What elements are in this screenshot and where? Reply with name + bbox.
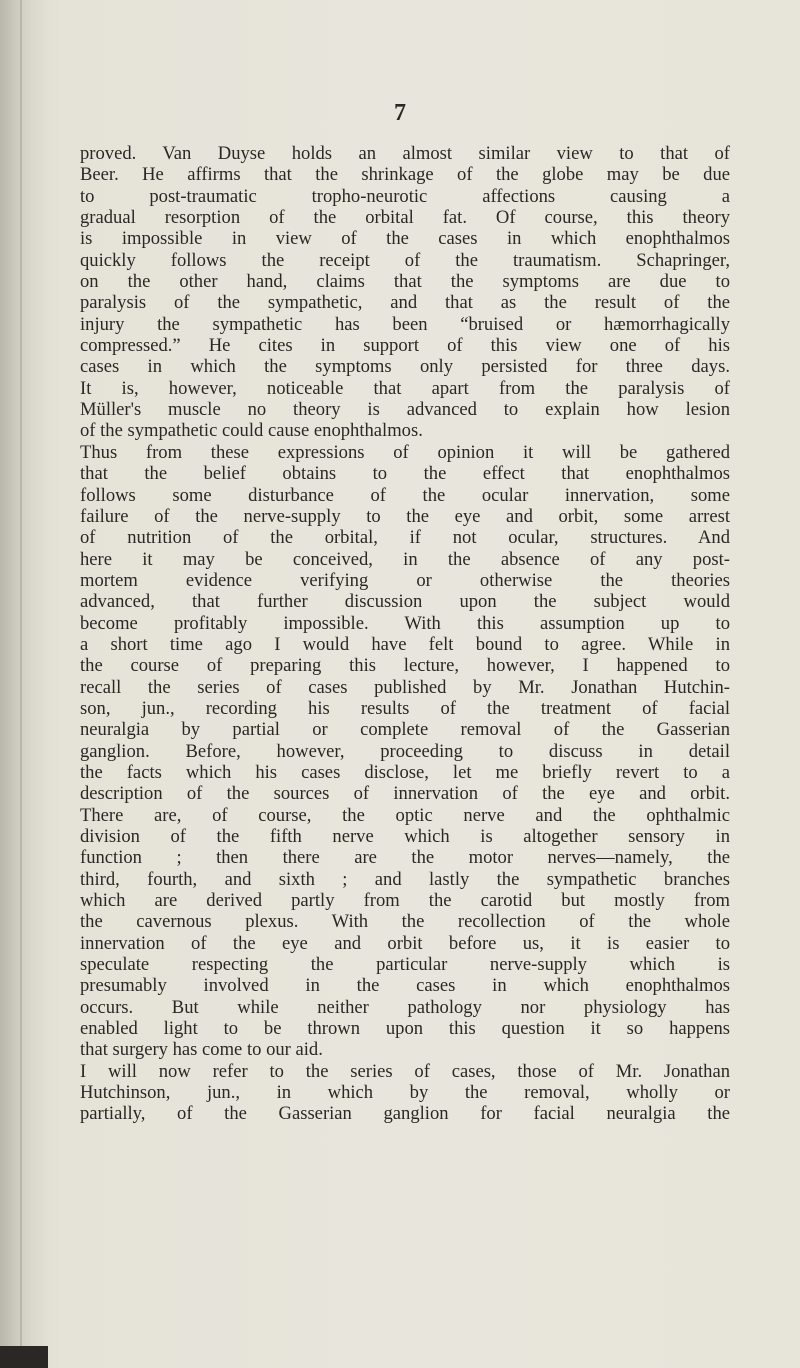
text-line: the facts which his cases disclose, let me briefly revert to a xyxy=(80,761,730,783)
body-text xyxy=(80,143,730,1125)
text-line: is impossible in view of the cases in which enophthalmos xyxy=(80,228,730,250)
text-line: son, jun., recording his results of the treatment of facial xyxy=(80,697,730,719)
text-line: cases in which the symptoms only persisted for three days. xyxy=(80,356,730,378)
text-line: advanced, that further discussion upon the subject would xyxy=(80,591,730,613)
scan-corner-mark xyxy=(0,1346,48,1368)
text-line: division of the fifth nerve which is altogether sensory in xyxy=(80,826,730,847)
text-line: Hutchinson, jun., in which by the removal, wholly or xyxy=(80,1082,730,1104)
text-line: presumably involved in the cases in which enophthalmos xyxy=(80,975,730,997)
text-line: description of the sources of innervation of the eye and orbit. xyxy=(80,783,730,805)
text-line: I will now refer to the series of cases, those of Mr. Jonathan xyxy=(80,1060,730,1082)
text-line: the cavernous plexus. With the recollection of the whole xyxy=(80,911,730,933)
text-line: speculate respecting the particular nerve-supply which is xyxy=(80,954,730,976)
binding-edge-line xyxy=(20,0,22,1368)
text-line: compressed.” He cites in support of this view one of his xyxy=(80,335,730,357)
text-line: which are derived partly from the carotid but mostly from xyxy=(80,890,730,912)
text-line: occurs. But while neither pathology nor physiology has xyxy=(80,996,730,1018)
text-line: a short time ago I would have felt bound to agree. While in xyxy=(80,633,730,655)
text-line: follows some disturbance of the ocular innervation, some xyxy=(80,484,730,506)
text-line: that surgery has come to our aid. xyxy=(80,1039,323,1061)
text-line: of nutrition of the orbital, if not ocular, structures. And xyxy=(80,527,730,549)
text-line: here it may be conceived, in the absence of any post- xyxy=(80,548,730,570)
text-line: function ; then there are the motor nerves—namely, the xyxy=(80,847,730,869)
text-line: paralysis of the sympathetic, and that as the result of the xyxy=(80,292,730,314)
text-line: enabled light to be thrown upon this question it so happens xyxy=(80,1018,730,1040)
text-line: Thus from these expressions of opinion it will be gathered xyxy=(80,441,730,463)
text-line: to post-traumatic tropho-neurotic affections causing a xyxy=(80,185,730,207)
text-line: It is, however, noticeable that apart from the paralysis of xyxy=(80,377,730,399)
text-line: on the other hand, claims that the symptoms are due to xyxy=(80,271,730,293)
text-line: neuralgia by partial or complete removal of the Gasserian xyxy=(80,719,730,741)
text-line: proved. Van Duyse holds an almost similar view to that of xyxy=(80,143,730,164)
text-line: that the belief obtains to the effect that enophthalmos xyxy=(80,463,730,485)
text-line: the course of preparing this lecture, however, I happened to xyxy=(80,655,730,677)
binding-shadow xyxy=(0,0,48,1368)
text-line: recall the series of cases published by Mr. Jonathan Hutchin- xyxy=(80,676,730,698)
text-line: Beer. He affirms that the shrinkage of the globe may be due xyxy=(80,164,730,186)
page-number: 7 xyxy=(394,100,406,126)
text-line: of the sympathetic could cause enophthalmos. xyxy=(80,420,423,442)
text-line: ganglion. Before, however, proceeding to discuss in detail xyxy=(80,740,730,762)
text-line: injury the sympathetic has been “bruised or hæmorrhagically xyxy=(80,313,730,335)
text-line: There are, of course, the optic nerve and the ophthalmic xyxy=(80,804,730,826)
text-line: innervation of the eye and orbit before us, it is easier to xyxy=(80,932,730,954)
text-line: failure of the nerve-supply to the eye and orbit, some arrest xyxy=(80,505,730,527)
text-line: partially, of the Gasserian ganglion for facial neuralgia the xyxy=(80,1103,730,1125)
text-line: mortem evidence verifying or otherwise the theories xyxy=(80,569,730,591)
text-line: gradual resorption of the orbital fat. Of course, this theory xyxy=(80,207,730,229)
text-line: Müller's muscle no theory is advanced to explain how lesion xyxy=(80,399,730,421)
text-line: become profitably impossible. With this assumption up to xyxy=(80,612,730,634)
text-line: third, fourth, and sixth ; and lastly the sympathetic branches xyxy=(80,868,730,890)
text-line: quickly follows the receipt of the traumatism. Schapringer, xyxy=(80,249,730,271)
